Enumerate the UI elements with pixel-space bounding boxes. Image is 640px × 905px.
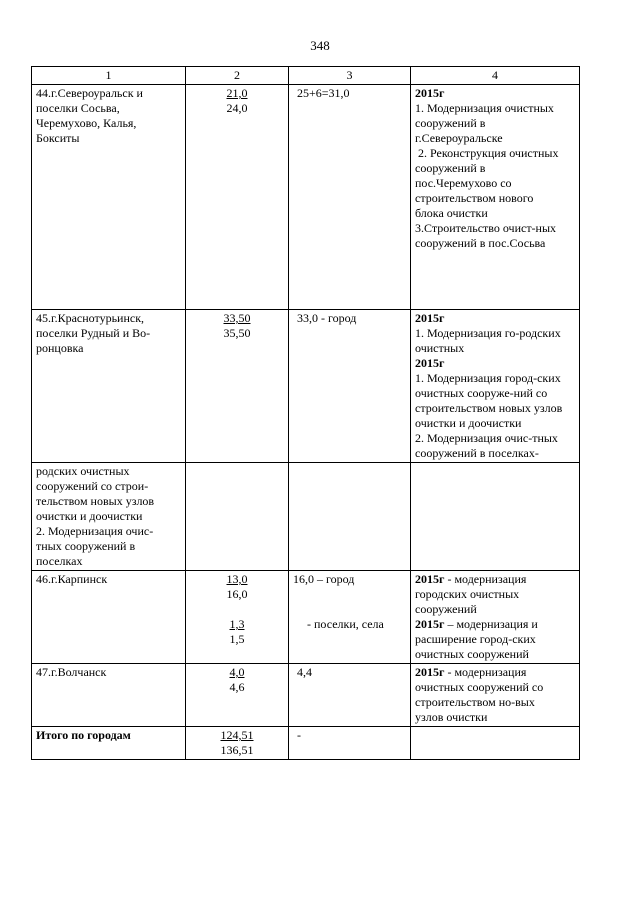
year-label: 2015г [415,311,445,325]
measure-line: очистных сооружений со [415,680,544,694]
row-45-values [186,310,289,463]
capacity-text: 33,0 - город [297,311,357,325]
table-row [32,571,580,664]
measure-line: строительством новых узлов [415,401,563,415]
total-label-text: Итого по городам [36,728,131,742]
row-44-values [186,85,289,310]
total-values [186,727,289,760]
data-table [31,66,580,760]
continuation-text [32,463,186,571]
measure-line: 1. Модернизация очистных [415,101,554,115]
year-label: 2015г [415,665,445,679]
value-top: 13,0 [226,572,248,586]
measure-line: городских очистных [415,587,520,601]
table-row [32,85,580,310]
row-46-values [186,571,289,664]
capacity-text: 16,0 – город [293,572,355,586]
location-line: Бокситы [36,131,80,145]
measure-line: блока очистки [415,206,488,220]
row-44-location [32,85,186,310]
value-bottom: 136,51 [220,743,254,757]
measure-line: 1. Модернизация город-ских [415,371,561,385]
measure-line: очистки и доочистки [415,416,522,430]
location-line: 44.г.Североуральск и [36,86,143,100]
capacity-text: - поселки, села [307,617,384,631]
value-bottom: 16,0 [226,587,248,601]
location-line: 47.г.Волчанск [36,665,107,679]
row-45-measures [411,310,580,463]
table-row-total [32,727,580,760]
row-46-location [32,571,186,664]
row-46-measures [411,571,580,664]
row-46-capacity [289,571,411,664]
capacity-text: 4,4 [297,665,312,679]
column-header-4: 4 [411,67,580,85]
continuation-line: поселках [36,554,83,568]
location-line: поселки Рудный и Во- [36,326,151,340]
location-line: ронцовка [36,341,84,355]
measure-text: – модернизация и [444,617,538,631]
continuation-line: очистки и доочистки [36,509,143,523]
value-bottom: 1,5 [229,632,245,646]
measure-line: очистных сооружений [415,647,529,661]
total-label [32,727,186,760]
value-top: 21,0 [226,86,248,100]
value-top: 124,51 [220,728,254,742]
empty-cell [186,463,289,571]
column-header-2: 2 [186,67,289,85]
value-bottom: 4,6 [229,680,245,694]
continuation-line: тных сооружений в [36,539,136,553]
measure-line: очистных [415,341,465,355]
continuation-line: 2. Модернизация очис- [36,524,154,538]
row-47-capacity [289,664,411,727]
row-44-measures [411,85,580,310]
row-47-values [186,664,289,727]
column-header-1: 1 [32,67,186,85]
location-line: 45.г.Краснотурьинск, [36,311,145,325]
value-bottom: 35,50 [223,326,251,340]
row-47-measures [411,664,580,727]
measure-line: сооружений в пос.Сосьва [415,236,546,250]
value-top: 1,3 [229,617,245,631]
measure-text: - модернизация [444,572,527,586]
continuation-line: сооружений со строи- [36,479,149,493]
table-header-row [32,67,580,85]
measure-line: сооружений в [415,116,486,130]
empty-cell [411,463,580,571]
capacity-text: 25+6=31,0 [297,86,350,100]
value-bottom: 24,0 [226,101,248,115]
capacity-text: - [297,728,301,742]
measure-line: расширение город-ских [415,632,536,646]
measure-line: сооружений [415,602,477,616]
table-row [32,310,580,463]
table-row [32,664,580,727]
value-top: 33,50 [223,311,251,325]
measure-line: г.Североуральске [415,131,503,145]
measure-line: пос.Черемухово со [415,176,512,190]
location-line: 46.г.Карпинск [36,572,108,586]
location-line: Черемухово, Калья, [36,116,137,130]
row-47-location [32,664,186,727]
measure-line: 2. Модернизация очис-тных [415,431,558,445]
row-45-location [32,310,186,463]
measure-text: - модернизация [444,665,527,679]
measure-line: 3.Строительство очист-ных [415,221,557,235]
location-line: поселки Сосьва, [36,101,120,115]
measure-line: узлов очистки [415,710,488,724]
measure-line: очистных сooруже-ний со [415,386,548,400]
year-label: 2015г [415,617,445,631]
empty-cell [411,727,580,760]
value-top: 4,0 [229,665,245,679]
row-45-capacity [289,310,411,463]
table-row [32,463,580,571]
page-number: 348 [310,38,330,53]
empty-cell [289,463,411,571]
measure-line: строительством но-вых [415,695,535,709]
total-capacity [289,727,411,760]
measure-line: сооружений в [415,161,486,175]
measure-line: сооружений в поселках- [415,446,539,460]
measure-line: 1. Модернизация го-родских [415,326,561,340]
row-44-capacity [289,85,411,310]
year-label: 2015г [415,356,445,370]
column-header-3: 3 [289,67,411,85]
year-label: 2015г [415,86,445,100]
continuation-line: тельством новых узлов [36,494,155,508]
measure-line: строительством нового [415,191,534,205]
measure-line: 2. Реконструкция очистных [415,146,559,160]
year-label: 2015г [415,572,445,586]
continuation-line: родских очистных [36,464,130,478]
